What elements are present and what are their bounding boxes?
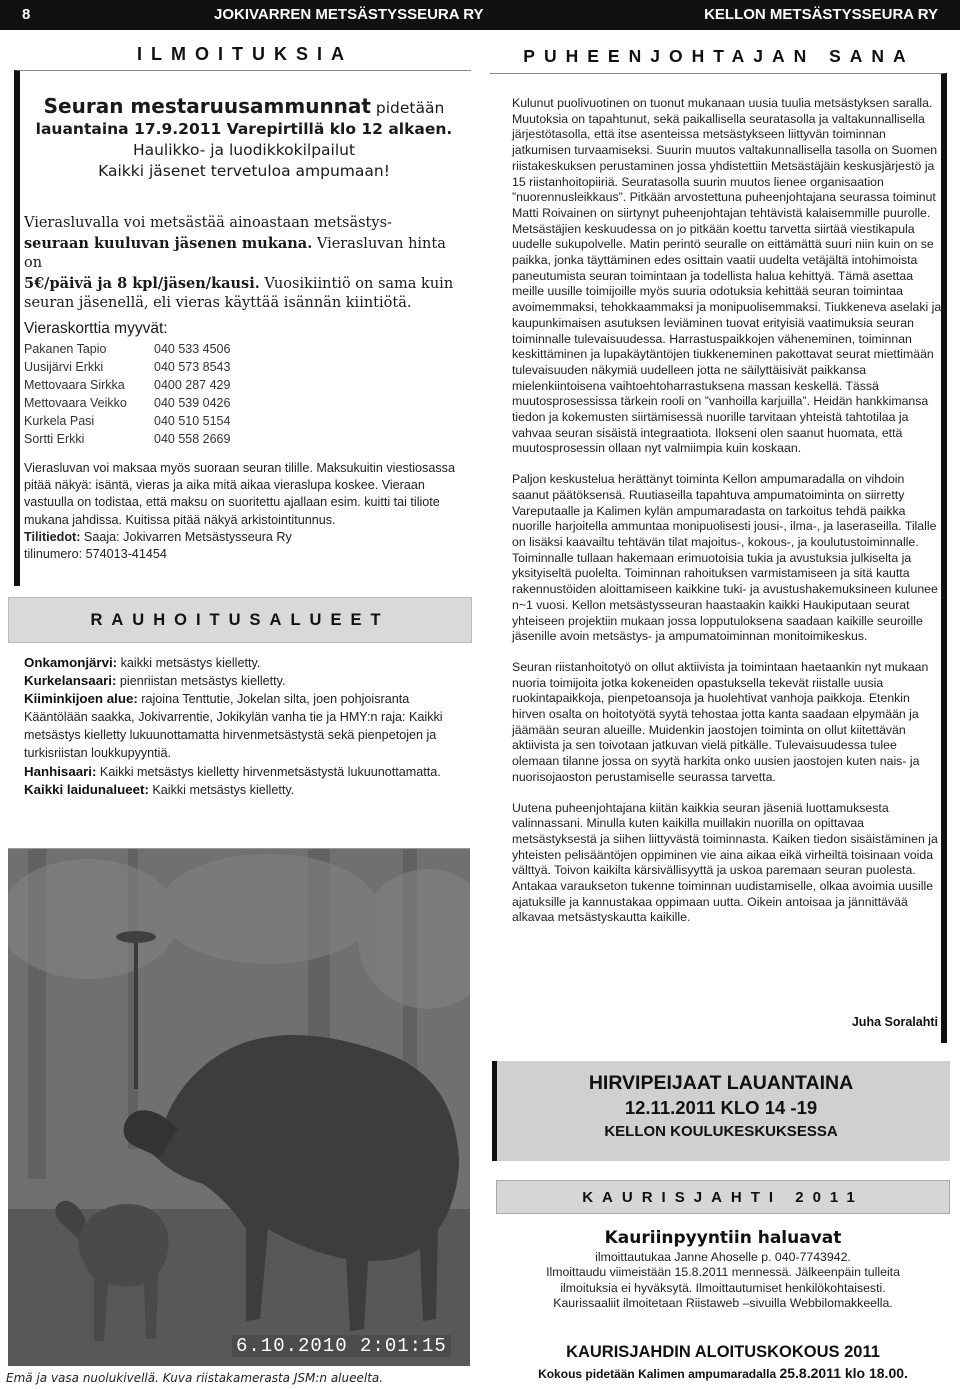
seller-phone: 040 533 4506 <box>154 342 231 356</box>
vieras-line4: seuran jäsenellä, eli vieras käyttää isännän kiintiötä. <box>24 295 412 311</box>
ilmoituksia-heading: ILMOITUKSIA <box>137 44 353 64</box>
payment-text: Vierasluvan voi maksaa myös suoraan seuran tilille. Maksukuitin viestiosassa pitää näkyä: isäntä, vieras ja aika mitä aikaa vieraslupa koskee. Vieraan vastuulla on todistaa, että maksu on suoritettu ajallaan esim. kuitti tai tiliote mukana jahdissa. Kuitissa pitää näkyä arkistointitunnus. <box>24 461 455 527</box>
seller-name: Mettovaara Sirkka <box>24 378 125 393</box>
seller-phone: 040 573 8543 <box>154 360 231 375</box>
tilitiedot-label: Tilitiedot: <box>24 529 81 544</box>
seller-phone: 040 510 5154 <box>154 414 231 429</box>
aloituskokous-notice <box>496 1341 950 1384</box>
area-text: rajoina Tenttutie, Jokelan silta, joen pohjoisranta Kääntölään saakka, Jokivarrentie, Jokikylän vanha tie ja HMY:n raja: Kaikki metsästys kielletty lukuunottamatta hirvenmetsästystä sekä pienpetojen ja turkisriistan loukkupyyntiä. <box>24 692 443 761</box>
kaurisjahti-line2: Ilmoittaudu viimeistään 15.8.2011 mennessä. Jälkeenpäin tulleita <box>546 1265 900 1280</box>
area-text: Kaikki metsästys kielletty hirvenmetsästystä lukuunottamatta. <box>96 764 441 779</box>
kaurisjahti-line3: ilmoituksia ei hyväksytä. Ilmoittautumiset henkilökohtaisesti. <box>560 1280 886 1295</box>
rauhoitusalueet-heading: RAUHOITUSALUEET <box>90 611 390 629</box>
article-paragraph: Seuran riistanhoitotyö on ollut aktiivista ja toimintaan haetaankin nyt mukaan nuoria toimijoita jotka kokeneiden opastuksella tekevät riistalle uusia ruokintapaikkoja, pienpetoansoja ja huolehtivat vanhoja paikkoja. Etenkin hirven osalta on hoitotyötä syytä tehostaa jotta kanta saadaan elpymään ja jäämään seuran alueille. Muidenkin jaostojen toiminta on ollut kiitettävän aktiivista ja sen toivotaan jatkuvan vielä pitkälle. Tulevaisuudessa tulee olemaan tilanne jossa on syytä harkita onko uusien jaostojen kuten nais- ja nuorisojaoston perustamiselle seurassa tarvetta. <box>512 659 929 784</box>
seller-phone: 040 539 0426 <box>154 396 231 411</box>
area-label: Kurkelansaari: <box>24 673 117 689</box>
list-item <box>24 763 464 781</box>
aloituskokous-text: Kokous pidetään Kalimen ampumaradalla <box>538 1367 780 1381</box>
seller-name: Mettovaara Veikko <box>24 396 127 411</box>
payment-info <box>24 460 464 563</box>
area-text: Kaikki metsästys kielletty. <box>148 782 295 797</box>
vieraskortit-title: Vieraskorttia myyvät: <box>24 320 168 337</box>
kaurisjahti-info <box>496 1226 950 1311</box>
aloituskokous-title: KAURISJAHDIN ALOITUSKOKOUS 2011 <box>566 1343 880 1361</box>
chairman-article <box>512 96 944 941</box>
seller-name: Kurkela Pasi <box>24 414 95 429</box>
mestaruus-bold: Seuran mestaruusammunnat <box>43 94 371 118</box>
vieras-line3b: Vuosikiintiö on sama kuin <box>259 275 454 292</box>
article-paragraph: Kulunut puolivuotinen on tuonut mukanaan uusia tuulia metsästyksen saralla. Muutoksia on tapahtunut, sekä paikallisella seuratasolla ja valtakunnallisella järjestötasolla, että itse asenteissa metsästykseen liittyvän toiminnan jatkumisen turvaamiseksi. Suurin muutos valtakunnallisella tasolla on Suomen riistakeskuksen perustaminen jossa yhdistettiin Metsästäjäin keskusjärjestö ja 15 riistanhoitopiiriä. Seuratasolla suurin muutos lienee organisaation ”nuorennusleikkaus”. Pitkään arvostettuna puheenjohtajana seurassa toiminut Matti Roivainen on siirtynyt puheenjohtajan tehtävistä kalaisemmille puurolle. Metsästäjien keskuudessa on jo pitkään koettu tarvetta siirtää viestikapula uudelle sukupolvelle. Matin perintö seuralle on eittämättä suuri niin kuin on se paikka, jonka täyttäminen edes osittain vaatii uudelta vetäjältä intohimoista paneutumista seuran toimintaan ja todellista halua kehittyä. Tämä asettaa meille uusille toimijoille myös suuria odotuksia kehittää seuran toimintaa avoimemmaksi, tehokkaammaksi ja monipuolisemmaksi. Tiukkeneva aselaki ja kaupunkimaisen asutuksen leviäminen tuovat erityisiä vaatimuksia seuran toiminnalle tulevaisuudessa. Harrastuspaikkojen väheneminen, toiminnan keskittäminen ja lupakäytäntöjen tiukkeneminen pakottavat seurat miettimään tulevaisuuden näkymiä uudelleen jotta ne säilyttäisivät paikkansa mielenkiintoisena vaihtoehtoharrastuksena massan keskellä. Tässä muutosprosessissa tärkein rooli on ”vanhoilla karjuilla”. Heidän hankkimansa tiedon ja kokemusten siirtämisessä nuorille tarvitaan yhteistä tahtotilaa ja vahvaa seuran sisäistä integraatiota. Ilokseni olen saanut huomata, että muutosprosessin ollaan nyt valmiimpia kuin koskaan. <box>512 96 942 456</box>
seller-row <box>24 358 324 376</box>
area-label: Hanhisaari: <box>24 763 97 779</box>
seller-row <box>24 412 324 430</box>
seller-name: Uusijärvi Erkki <box>24 360 104 375</box>
seller-row <box>24 430 324 448</box>
kaurisjahti-line4: Kaurissaaliit ilmoitetaan Riistaweb –sivuilla Webbilomakkeella. <box>553 1295 893 1310</box>
area-text: kaikki metsästys kielletty. <box>117 656 261 670</box>
hirvipeijaat-notice <box>492 1071 950 1144</box>
area-label: Onkamonjärvi: <box>24 655 118 670</box>
left-header-title: JOKIVARREN METSÄSTYSSEURA RY <box>214 6 484 23</box>
rauhoitusalueet-list <box>24 654 464 799</box>
hirvipeijaat-line3: KELLON KOULUKESKUKSESSA <box>604 1123 838 1140</box>
article-paragraph: Uutena puheenjohtajana kiitän kaikkia seuran jäseniä luottamuksesta valinnassani. Minulla kuten kaikilla muillakin nuorilla on opittavaa metsästyksestä ja siihen liittyvästä toiminnasta. Kaiken tiedon sisäistäminen ja yhteisten pelisääntöjen oppiminen vie aina aikaa eikä virheiltä toisinaan voida välttyä. Toivon kaikilta kärsivällisyyttä ja uskoa paremaan seuran puolesta. Antakaa varaukseton tukenne toiminnan uudistamiselle, olkaa avoimia uusille ajatuksille ja kannustakaa oppimaan uutta. Oikein antoisaa ja jännittävää alkavaa metsästyskautta kaikille. <box>512 800 938 925</box>
list-item <box>24 781 464 799</box>
trail-camera-photo <box>8 848 470 1366</box>
vieras-line2b: Vierasluvan hinta on <box>24 235 446 271</box>
vieraslupa-text <box>24 214 464 314</box>
area-text: pienriistan metsästys kielletty. <box>116 674 286 689</box>
mestaruus-rest: pidetään <box>370 99 445 117</box>
right-header-title: KELLON METSÄSTYSSEURA RY <box>704 6 938 23</box>
vieras-line1: Vierasluvalla voi metsästää ainoastaan metsästys- <box>24 215 392 231</box>
seller-row <box>24 340 324 358</box>
kaurisjahti-heading: KAURISJAHTI 2011 <box>582 1189 864 1206</box>
mestaruus-line4: Kaikki jäsenet tervetuloa ampumaan! <box>98 162 390 180</box>
page-number: 8 <box>22 6 31 23</box>
mestaruus-announcement <box>24 96 464 182</box>
seller-phone: 040 558 2669 <box>154 432 231 447</box>
vieras-line2a: seuraan kuuluvan jäsenen mukana. <box>24 234 313 252</box>
page-header <box>0 0 960 30</box>
area-label: Kaikki laidunalueet: <box>24 781 149 797</box>
photo-caption: Emä ja vasa nuolukivellä. Kuva riistakamerasta JSM:n alueelta. <box>6 1371 384 1385</box>
kaurisjahti-subtitle: Kauriinpyyntiin haluavat <box>604 1228 842 1248</box>
aloituskokous-date: 25.8.2011 klo 18.00. <box>779 1365 908 1381</box>
list-item <box>24 654 464 672</box>
moose-photo-illustration <box>8 849 470 1366</box>
seller-name: Pakanen Tapio <box>24 342 107 356</box>
seller-row <box>24 376 324 394</box>
puheenjohtajan-sana-heading: PUHEENJOHTAJAN SANA <box>523 46 915 66</box>
hirvipeijaat-line1: HIRVIPEIJAAT LAUANTAINA <box>588 1072 854 1094</box>
mestaruus-date: lauantaina 17.9.2011 Varepirtillä klo 12 alkaen. <box>35 120 453 138</box>
vieras-line3: 5€/päivä ja 8 kpl/jäsen/kausi. <box>24 274 260 292</box>
account-number: tilinumero: 574013-41454 <box>24 547 167 562</box>
photo-timestamp: 6.10.2010 2:01:15 <box>232 1335 451 1357</box>
sellers-list <box>24 340 324 449</box>
seller-phone: 0400 287 429 <box>154 378 231 393</box>
seller-name: Sortti Erkki <box>24 432 85 447</box>
article-signature: Juha Soralahti <box>851 1015 938 1029</box>
mestaruus-line3: Haulikko- ja luodikkokilpailut <box>132 141 356 159</box>
kaurisjahti-line1: ilmoittautukaa Janne Ahoselle p. 040-7743942. <box>595 1250 851 1264</box>
list-item <box>24 672 464 690</box>
tilitiedot-value: Saaja: Jokivarren Metsästysseura Ry <box>80 529 292 544</box>
article-paragraph: Paljon keskustelua herättänyt toiminta Kellon ampumaradalla on vihdoin saanut päätöksensä. Ruutiaseilla tapahtuva ampumatoiminta on siirretty Vareputaalle ja Kalimen kylän ampumaradasta on tarkoitus tehdä paikka nuorille harjoitella ammuntaa monipuolisesti jousi-, ilma-, ja laseraseilla. Tilalle on lisäksi kaavailtu tehtävän tilat majoitus-, kokous-, ja koulutustoiminnalle. Toiminnalle tullaan hakemaan erimuotoisia tukia ja avustuksia julkiselta ja yksityiseltä puolelta. Toiminnan rahoituksen varmistamiseen ja sitä kautta rakennustöiden aloittamiseen kaikkine tuki- ja avustushakemuksineen kulunee n~1 vuosi. Kellon metsästysseuran haastaakin kaikki Haukiputaan seurat yhteiseen projektiin mukaan jossa lopputuloksena saadaan kaikille seuroille jäsenille avoin metsästys- ja ampumatoiminnan monitoimikeskus. <box>512 472 938 644</box>
hirvipeijaat-line2: 12.11.2011 KLO 14 -19 <box>624 1097 818 1118</box>
list-item <box>24 690 464 762</box>
area-label: Kiiminkijoen alue: <box>24 691 138 707</box>
seller-row <box>24 394 324 412</box>
